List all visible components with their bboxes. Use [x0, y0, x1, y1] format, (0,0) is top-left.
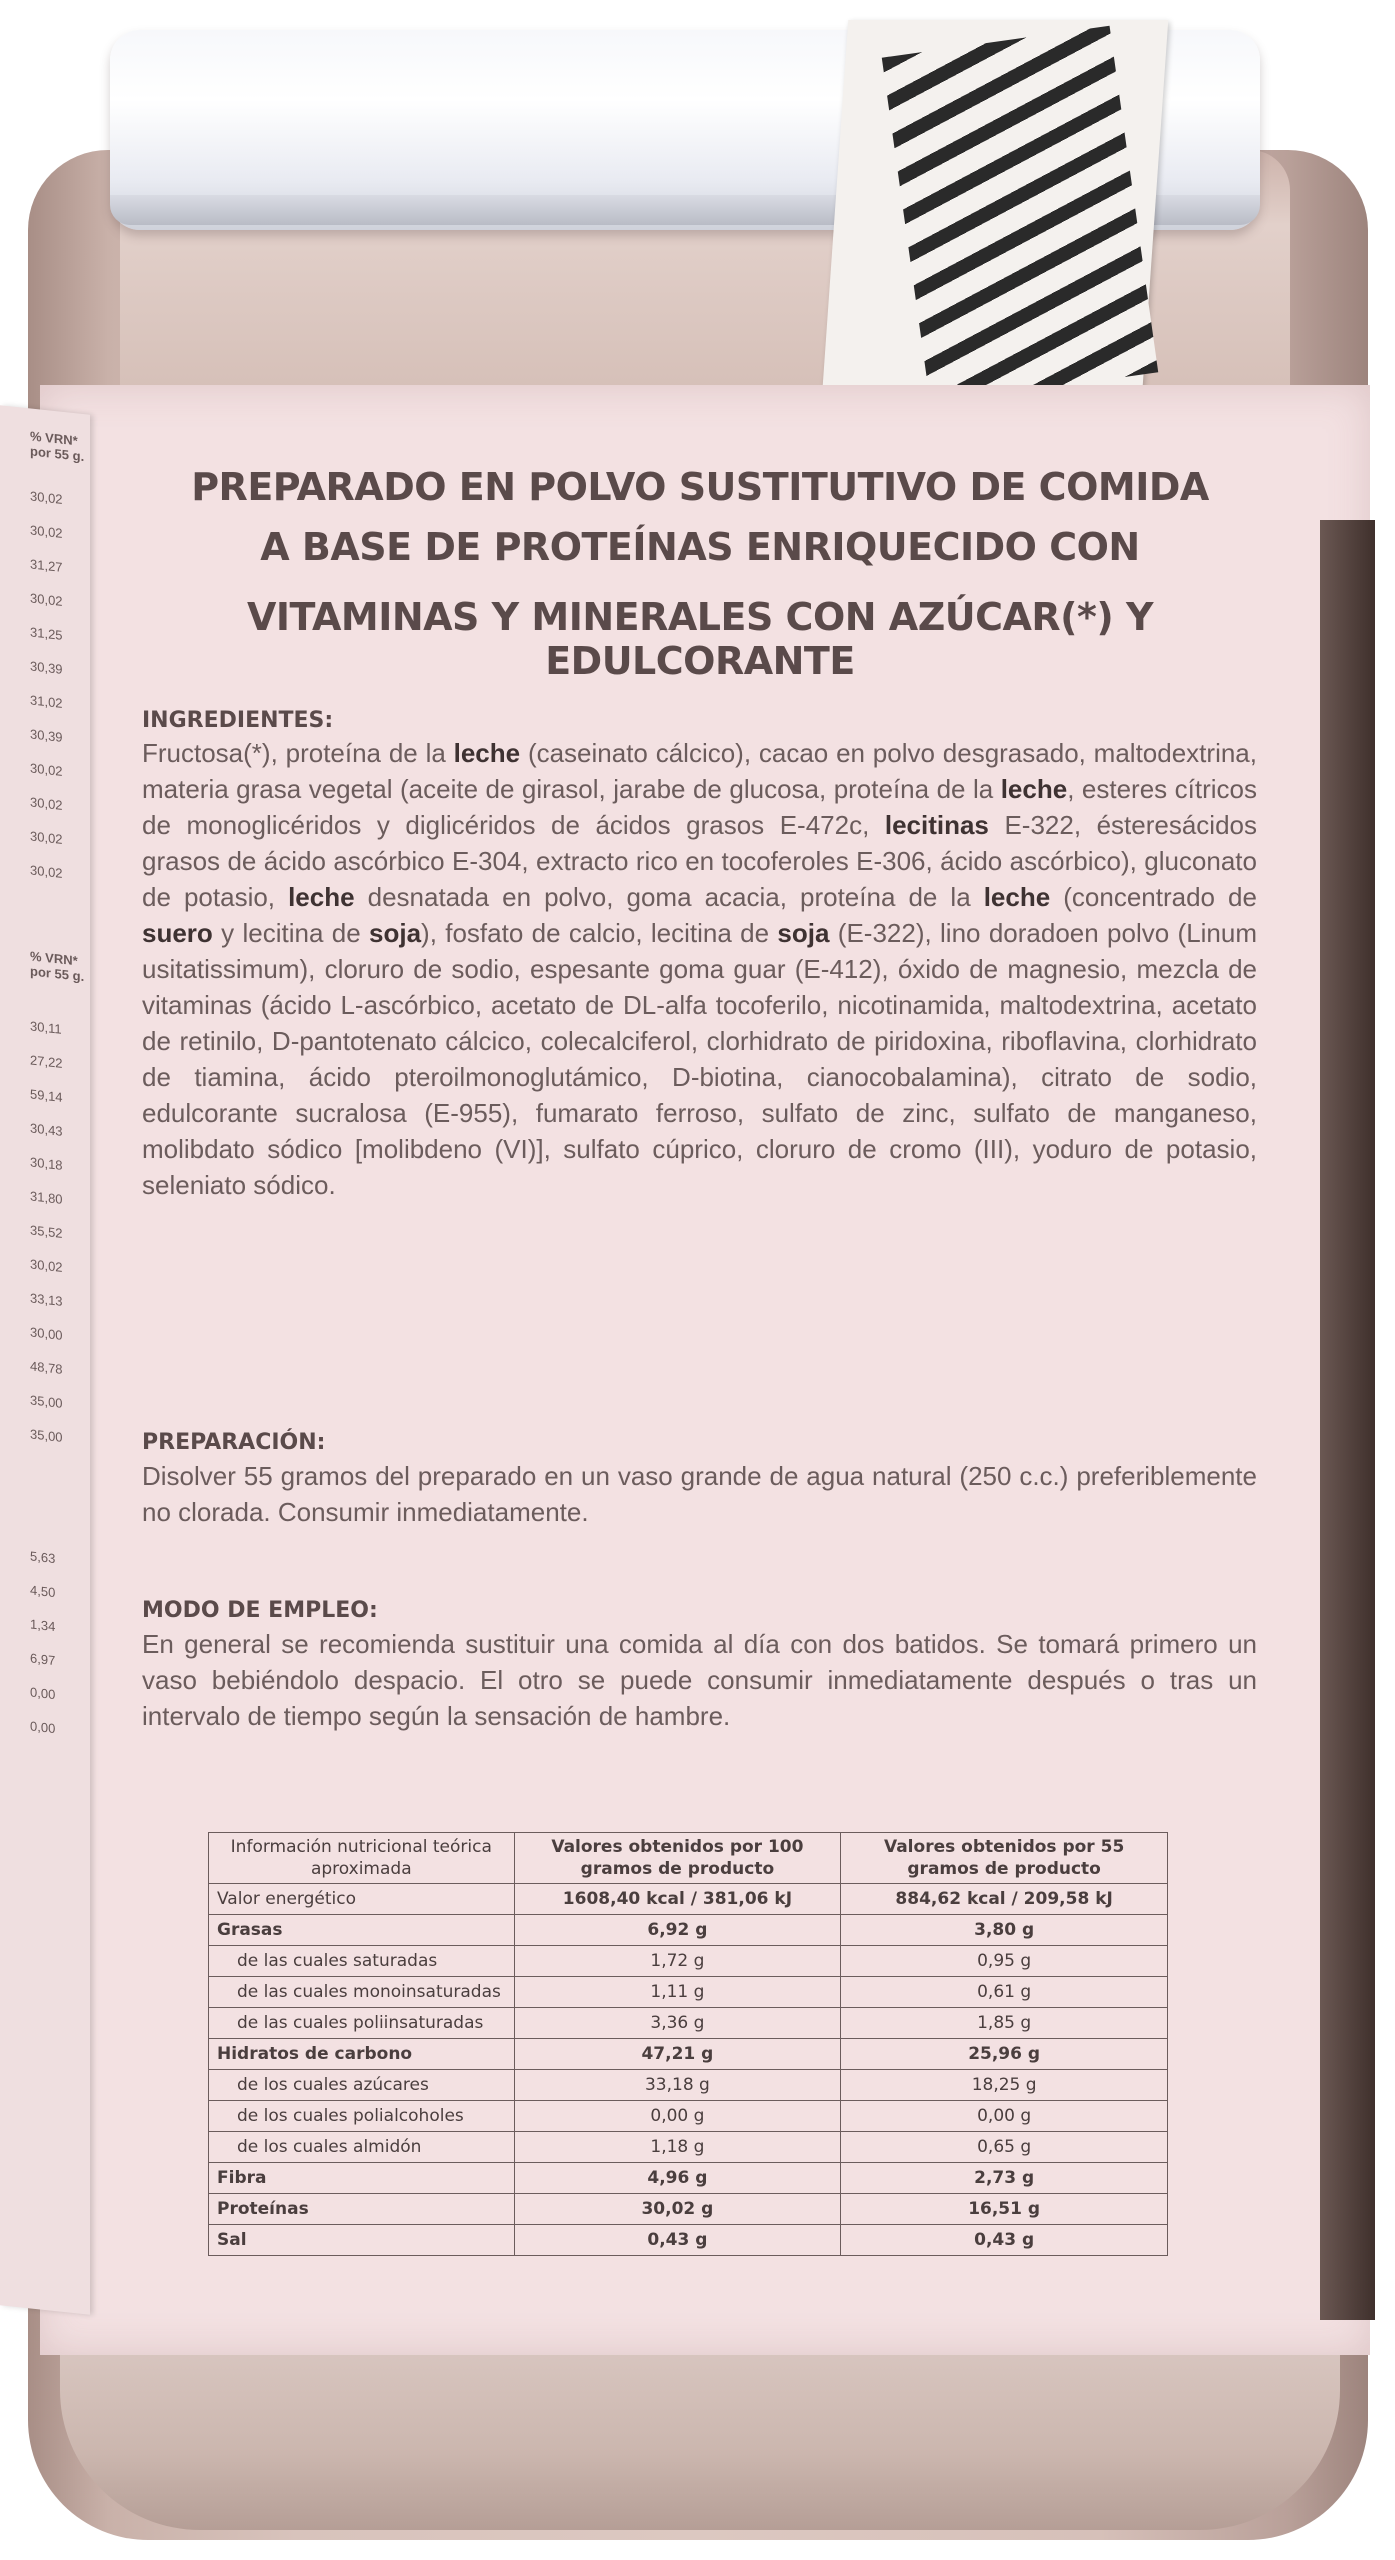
side-value: 30,11 — [30, 1018, 62, 1037]
ingredient-text: , esteres cítricos de monoglicéridos y diglicéridos de ácidos grasos E-472c, — [142, 774, 1257, 840]
side-value: 30,02 — [30, 590, 63, 609]
side-label-strip — [0, 405, 90, 2314]
nutrition-label: de las cuales monoinsaturadas — [209, 1977, 515, 2008]
allergen-word: leche — [453, 738, 521, 768]
nutrition-value-100g: 3,36 g — [514, 2008, 841, 2039]
side-value: 30,18 — [30, 1154, 63, 1173]
side-value: 30,02 — [30, 488, 63, 507]
nutrition-rows — [209, 1884, 1168, 2256]
nutrition-header-55g: Valores obtenidos por 55 gramos de producto — [841, 1833, 1168, 1884]
ingredient-text: ), fosfato de calcio, lecitina de — [421, 918, 778, 948]
side-value: 35,00 — [30, 1426, 63, 1445]
nutrition-label: Valor energético — [209, 1884, 515, 1915]
side-value: 1,34 — [30, 1616, 56, 1635]
nutrition-row — [209, 2225, 1168, 2256]
nutrition-value-100g: 0,00 g — [514, 2101, 841, 2132]
allergen-word: leche — [983, 882, 1051, 912]
nutrition-value-55g: 1,85 g — [841, 2008, 1168, 2039]
ingredient-text: desnatada en polvo, goma acacia, proteína de la — [354, 882, 984, 912]
ingredients-heading: INGREDIENTES: — [142, 708, 334, 733]
nutrition-row — [209, 2039, 1168, 2070]
nutrition-label: Hidratos de carbono — [209, 2039, 515, 2070]
side-value: 31,27 — [30, 556, 63, 575]
ingredients-text — [142, 735, 1257, 1203]
nutrition-row — [209, 2101, 1168, 2132]
nutrition-label: Grasas — [209, 1915, 515, 1946]
product-title-line-1: PREPARADO EN POLVO SUSTITUTIVO DE COMIDA — [191, 465, 1209, 509]
allergen-word: soja — [777, 918, 830, 948]
nutrition-label: Sal — [209, 2225, 515, 2256]
seal-stripes — [882, 26, 1158, 405]
preparation-heading: PREPARACIÓN: — [142, 1430, 326, 1455]
nutrition-row — [209, 2008, 1168, 2039]
side-value: 30,02 — [30, 1256, 63, 1275]
side-value: 30,02 — [30, 760, 63, 779]
nutrition-row — [209, 2163, 1168, 2194]
allergen-word: leche — [288, 882, 355, 912]
nutrition-value-55g: 16,51 g — [841, 2194, 1168, 2225]
side-header-1: % VRN* por 55 g. — [30, 428, 85, 465]
nutrition-row — [209, 2070, 1168, 2101]
nutrition-value-100g: 33,18 g — [514, 2070, 841, 2101]
nutrition-value-55g: 3,80 g — [841, 1915, 1168, 1946]
allergen-word: lecitinas — [884, 810, 989, 840]
nutrition-value-55g: 0,65 g — [841, 2132, 1168, 2163]
nutrition-value-55g: 0,95 g — [841, 1946, 1168, 1977]
side-header-2: % VRN* por 55 g. — [30, 948, 85, 985]
jar-bottom — [60, 2340, 1340, 2530]
product-title-line-3: VITAMINAS Y MINERALES CON AZÚCAR(*) Y EDULCORANTE — [246, 595, 1154, 683]
side-value: 31,80 — [30, 1188, 63, 1207]
nutrition-label: Fibra — [209, 2163, 515, 2194]
side-value: 30,39 — [30, 726, 63, 745]
side-value: 31,02 — [30, 692, 63, 711]
nutrition-value-55g: 18,25 g — [841, 2070, 1168, 2101]
side-value: 30,00 — [30, 1324, 63, 1343]
nutrition-label: de las cuales saturadas — [209, 1946, 515, 1977]
side-value: 30,02 — [30, 522, 63, 541]
ingredient-text: (concentrado de — [1050, 882, 1257, 912]
preparation-text: Disolver 55 gramos del preparado en un vaso grande de agua natural (250 c.c.) preferiblemente no clorada. Consumir inmediatamente. — [142, 1461, 1257, 1527]
nutrition-value-55g: 25,96 g — [841, 2039, 1168, 2070]
side-value: 30,39 — [30, 658, 63, 677]
nutrition-label: de los cuales almidón — [209, 2132, 515, 2163]
nutrition-table — [208, 1832, 1168, 2256]
allergen-word: soja — [369, 918, 422, 948]
nutrition-label: de los cuales polialcoholes — [209, 2101, 515, 2132]
nutrition-row — [209, 1946, 1168, 1977]
side-value: 31,25 — [30, 624, 63, 643]
nutrition-value-100g: 1,72 g — [514, 1946, 841, 1977]
nutrition-value-100g: 6,92 g — [514, 1915, 841, 1946]
nutrition-value-55g: 0,43 g — [841, 2225, 1168, 2256]
nutrition-row — [209, 2194, 1168, 2225]
side-value: 5,63 — [30, 1548, 56, 1567]
usage-heading: MODO DE EMPLEO: — [142, 1598, 378, 1623]
nutrition-row — [209, 2132, 1168, 2163]
side-value: 27,22 — [30, 1052, 63, 1071]
side-value: 4,50 — [30, 1582, 56, 1601]
label-edge-shadow — [1320, 520, 1375, 2320]
nutrition-value-100g: 4,96 g — [514, 2163, 841, 2194]
ingredient-text: (caseinato cálcico), cacao en polvo desgrasado, maltodextrina, materia grasa vegetal (aceite de girasol, jarabe de glucosa, proteína de la — [142, 738, 1257, 804]
nutrition-value-100g: 1,11 g — [514, 1977, 841, 2008]
side-value: 35,00 — [30, 1392, 63, 1411]
nutrition-value-55g: 2,73 g — [841, 2163, 1168, 2194]
side-value: 35,52 — [30, 1222, 63, 1241]
ingredient-text: Fructosa(*), proteína de la — [142, 738, 454, 768]
ingredient-text: y lecitina de — [212, 918, 369, 948]
nutrition-value-100g: 30,02 g — [514, 2194, 841, 2225]
nutrition-row — [209, 1884, 1168, 1915]
side-value: 30,02 — [30, 828, 63, 847]
side-value: 30,02 — [30, 862, 63, 881]
nutrition-value-100g: 1,18 g — [514, 2132, 841, 2163]
side-value: 0,00 — [30, 1684, 56, 1703]
nutrition-label: Proteínas — [209, 2194, 515, 2225]
side-value: 30,43 — [30, 1120, 63, 1139]
allergen-word: suero — [142, 918, 213, 948]
nutrition-value-100g: 47,21 g — [514, 2039, 841, 2070]
nutrition-value-100g: 1608,40 kcal / 381,06 kJ — [514, 1884, 841, 1915]
nutrition-row — [209, 1977, 1168, 2008]
nutrition-header-label: Información nutricional teórica aproximada — [209, 1833, 515, 1884]
product-title-line-2: A BASE DE PROTEÍNAS ENRIQUECIDO CON — [260, 525, 1140, 569]
nutrition-value-55g: 884,62 kcal / 209,58 kJ — [841, 1884, 1168, 1915]
side-value: 48,78 — [30, 1358, 63, 1377]
nutrition-row — [209, 1915, 1168, 1946]
nutrition-label: de los cuales azúcares — [209, 2070, 515, 2101]
nutrition-value-55g: 0,00 g — [841, 2101, 1168, 2132]
side-value: 30,02 — [30, 794, 63, 813]
ingredient-text: E-322, ésteresácidos grasos de ácido ascórbico E-304, extracto rico en tocoferoles E-306, ácido ascórbico), gluconato de potasio, — [142, 810, 1257, 912]
side-value: 59,14 — [30, 1086, 63, 1105]
side-value: 6,97 — [30, 1650, 56, 1669]
nutrition-value-100g: 0,43 g — [514, 2225, 841, 2256]
nutrition-label: de las cuales poliinsaturadas — [209, 2008, 515, 2039]
nutrition-header-100g: Valores obtenidos por 100 gramos de producto — [514, 1833, 841, 1884]
side-value: 0,00 — [30, 1718, 56, 1737]
ingredient-text: (E-322), lino doradoen polvo (Linum usitatissimum), cloruro de sodio, espesante goma guar (E-412), óxido de magnesio, mezcla de vitaminas (ácido L-ascórbico, acetato de DL-alfa tocoferilo, nicotinamida, maltodextrina, acetato de retinilo, D-pantotenato cálcico, colecalciferol, clorhidrato de piridoxina, riboflavina, clorhidrato de tiamina, ácido pteroilmonoglutámico, D-biotina, cianocobalamina), citrato de sodio, edulcorante sucralosa (E-955), fumarato ferroso, sulfato de zinc, sulfato de manganeso, molibdato sódico [molibdeno (VI)], sulfato cúprico, cloruro de cromo (III), yoduro de potasio, seleniato sódico. — [142, 918, 1258, 1200]
nutrition-value-55g: 0,61 g — [841, 1977, 1168, 2008]
usage-text: En general se recomienda sustituir una comida al día con dos batidos. Se tomará primero un vaso bebiéndolo despacio. El otro se puede consumir inmediatamente después o tras un intervalo de tiempo según la sensación de hambre. — [142, 1629, 1257, 1731]
allergen-word: leche — [1000, 774, 1068, 804]
side-value: 33,13 — [30, 1290, 63, 1309]
